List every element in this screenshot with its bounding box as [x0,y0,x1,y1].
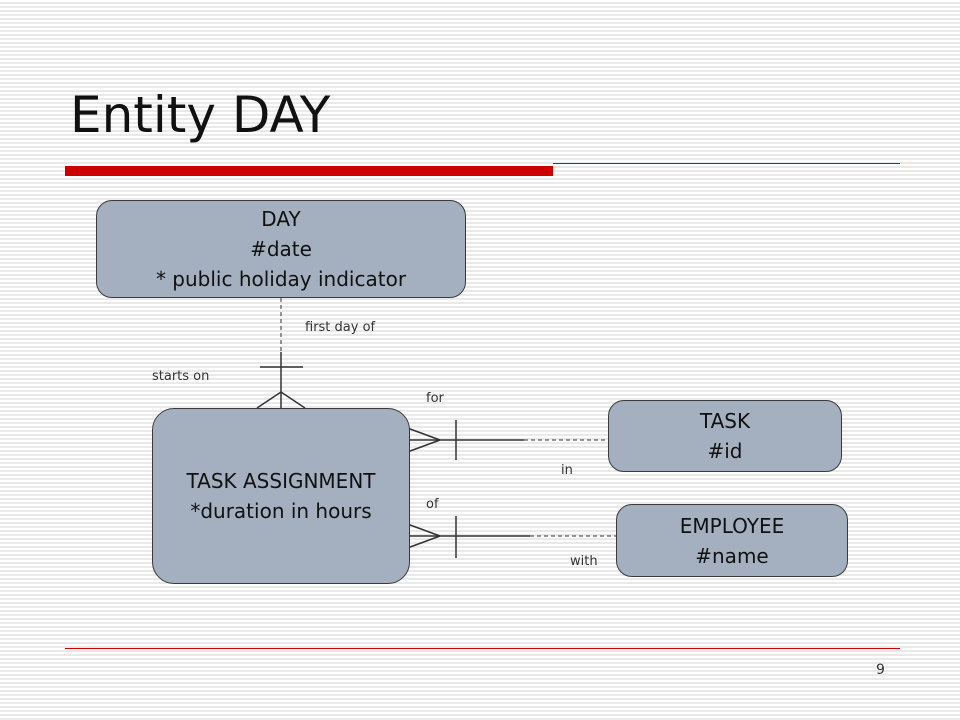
relationship-label-starts-on: starts on [152,369,210,384]
footer-divider [65,648,900,649]
entity-day-name: DAY [261,207,301,231]
relationship-label-of: of [426,497,439,512]
entity-task-assignment-attribute-duration: *duration in hours [190,499,372,523]
slide-title: Entity DAY [70,86,331,144]
rel-day-crowsfoot-left [257,392,281,408]
relationship-label-with: with [570,554,598,569]
relationship-label-for: for [426,391,444,406]
entity-day-attribute-public-holiday: * public holiday indicator [155,267,407,291]
entity-employee-name: EMPLOYEE [679,513,785,538]
entity-employee[interactable] [616,504,848,577]
entity-task-assignment-name: TASK ASSIGNMENT [186,469,376,493]
entity-employee-attribute-name: #name [695,543,769,568]
entity-day-attribute-date: #date [250,237,312,261]
entity-task-assignment[interactable] [152,408,410,584]
entity-day[interactable] [96,200,466,298]
entity-task-attribute-id: #id [707,439,743,463]
relationship-label-first-day-of: first day of [305,320,376,335]
relationship-label-in: in [561,463,573,478]
rel-day-crowsfoot-right [281,392,305,408]
entity-task-name: TASK [699,409,751,433]
entity-task[interactable] [608,400,842,472]
page-number: 9 [876,662,885,678]
